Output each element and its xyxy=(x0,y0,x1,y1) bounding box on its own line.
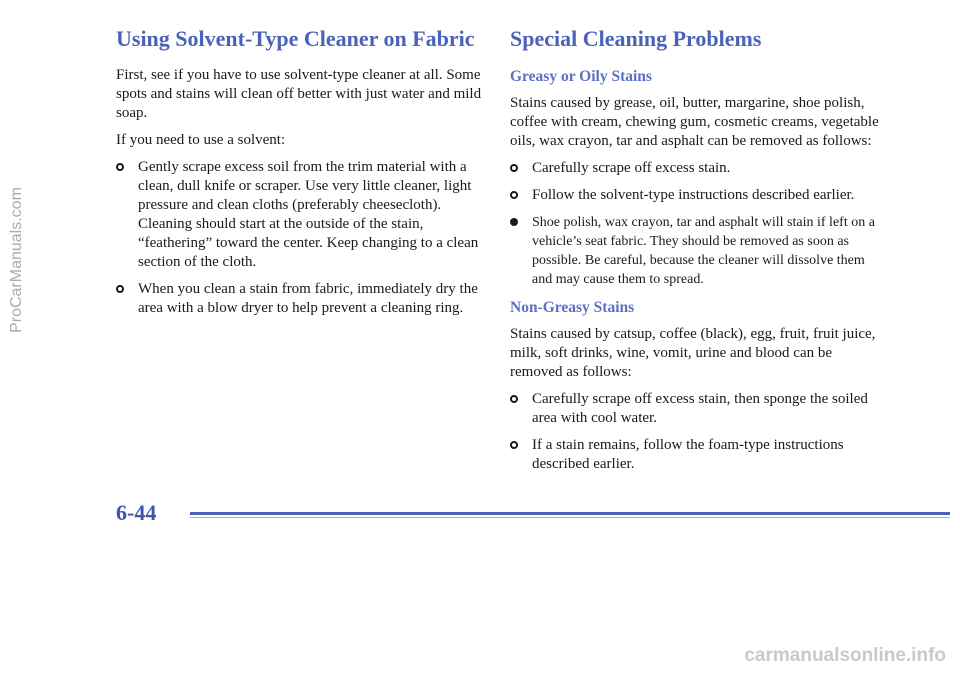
footer-rule-thin xyxy=(190,517,950,518)
watermark-text: ProCarManuals.com xyxy=(8,187,25,333)
subheading-greasy: Greasy or Oily Stains xyxy=(510,68,652,85)
solvent-paragraph: If you need to use a solvent: xyxy=(116,132,286,148)
site-logo: carmanualsonline.info xyxy=(744,645,946,666)
section-heading-special: Special Cleaning Problems xyxy=(510,26,762,51)
subheading-nongreasy: Non-Greasy Stains xyxy=(510,299,635,316)
page-number: 6-44 xyxy=(116,500,157,525)
list-item xyxy=(510,186,882,205)
nongreasy-bullet-list xyxy=(510,390,882,474)
list-item-text: When you clean a stain from fabric, immediately dry the area with a blow dryer to help prevent a cleaning ring. xyxy=(138,281,478,316)
list-item xyxy=(510,436,882,474)
bullet-icon xyxy=(510,191,518,199)
list-item-text: Gently scrape excess soil from the trim material with a clean, dull knife or scraper. Use very little cleaner, light pressure and clean cloths (preferably cheesecloth). Cleaning should start at the outside of the stain, “feathering” toward the center. Keep changing to a clean section of the cloth. xyxy=(138,159,479,270)
bullet-icon xyxy=(510,218,518,226)
nongreasy-paragraph: Stains caused by catsup, coffee (black), egg, fruit, fruit juice, milk, soft drinks, wine, vomit, urine and blood can be removed as follows: xyxy=(510,326,876,380)
bullet-icon xyxy=(510,164,518,172)
list-item-text: Shoe polish, wax crayon, tar and asphalt will stain if left on a vehicle’s seat fabric. They should be removed as soon as possible. Be careful, because the cleaner will dissolve them and may cause them to spread. xyxy=(532,215,875,287)
list-item xyxy=(510,213,882,289)
list-item xyxy=(116,158,486,272)
list-item xyxy=(510,390,882,428)
side-watermark xyxy=(6,130,28,390)
greasy-bullet-list xyxy=(510,159,882,289)
list-item xyxy=(116,280,486,318)
bullet-icon xyxy=(510,395,518,403)
bullet-icon xyxy=(510,441,518,449)
greasy-paragraph: Stains caused by grease, oil, butter, margarine, shoe polish, coffee with cream, chewing gum, cosmetic creams, vegetable oils, wax crayon, tar and asphalt can be removed as follows: xyxy=(510,95,879,149)
manual-page xyxy=(72,0,895,568)
bullet-icon xyxy=(116,163,124,171)
intro-paragraph: First, see if you have to use solvent-type cleaner at all. Some spots and stains will clean off better with just water and mild soap. xyxy=(116,67,482,121)
footer-rule xyxy=(190,512,950,515)
list-item-text: If a stain remains, follow the foam-type instructions described earlier. xyxy=(532,437,844,472)
list-item xyxy=(510,159,882,178)
bullet-icon xyxy=(116,285,124,293)
left-column xyxy=(116,24,486,326)
solvent-bullet-list xyxy=(116,158,486,318)
list-item-text: Carefully scrape off excess stain. xyxy=(532,160,731,176)
list-item-text: Carefully scrape off excess stain, then sponge the soiled area with cool water. xyxy=(532,391,868,426)
list-item-text: Follow the solvent-type instructions described earlier. xyxy=(532,187,855,203)
right-column xyxy=(510,24,882,482)
section-heading-solvent: Using Solvent-Type Cleaner on Fabric xyxy=(116,26,475,51)
